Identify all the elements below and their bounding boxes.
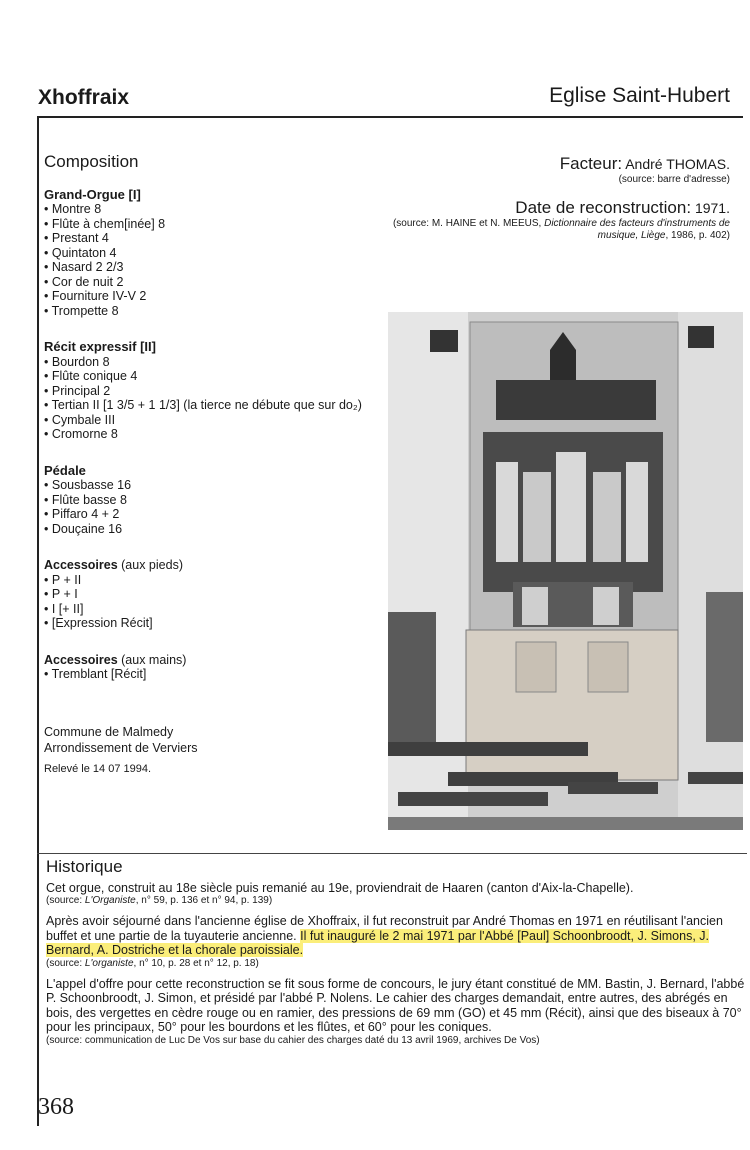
stop-item: • Cromorne 8 — [44, 427, 374, 442]
stop-item: • Piffaro 4 + 2 — [44, 507, 374, 522]
commune: Commune de Malmedy — [44, 724, 174, 739]
date-source-b: , 1986, p. 402) — [665, 230, 730, 241]
highlighted-text: Il fut inauguré le 2 mai 1971 par l'Abbé [Paul] Schoonbroodt, J. Simons, J. Bernard, A. Dostriche et la chorale paroissiale. — [46, 928, 709, 957]
historique-paragraph-3: L'appel d'offre pour cette reconstruction se fit sous forme de concours, le jury étant constitué de MM. Bastin, J. Bernard, l'abbé P. Schoonbroodt, J. Simon, et présidé par l'abbé P. Nolens. Le cahier des charges demandait, entre autres, des abrégés en bois, des vergettes en cèdre rouge ou en ramier, des pressions de 69 mm (GO) et 45 mm (Récit), ainsi que des biseaux à 70° pour les principaux, 50° pour les bourdons et les flûtes, et 60° pour les coniques. — [46, 976, 745, 1034]
stop-item: • Fourniture IV-V 2 — [44, 289, 374, 304]
stop-item: • Cor de nuit 2 — [44, 275, 374, 290]
stop-item: • Douçaine 16 — [44, 522, 374, 537]
accessories-feet-bold: Accessoires — [44, 558, 118, 572]
historique-rule — [37, 853, 747, 854]
accessories-hands-title — [44, 653, 374, 668]
stop-item: • Principal 2 — [44, 384, 374, 399]
source-2-italic: L'organiste — [84, 957, 134, 969]
stop-item: • Bourdon 8 — [44, 355, 374, 370]
date-value: 1971. — [691, 200, 730, 216]
stop-item: • Trompette 8 — [44, 304, 374, 319]
historique-source-3: (source: communication de Luc De Vos sur base du cahier des charges daté du 13 avril 1969, archives De Vos) — [46, 1034, 540, 1046]
info-column — [370, 154, 730, 242]
historique-paragraph-2 — [46, 914, 746, 958]
stop-item: • Sousbasse 16 — [44, 478, 374, 493]
accessory-item: • Tremblant [Récit] — [44, 667, 374, 682]
top-rule — [37, 116, 743, 118]
date-label: Date de reconstruction: — [515, 198, 692, 217]
church-title: Eglise Saint-Hubert — [549, 84, 730, 107]
date-source-italic: Dictionnaire des facteurs d'instruments de musique, Liège — [544, 218, 730, 241]
historique-paragraph-1: Cet orgue, construit au 18e siècle puis remanié au 19e, proviendrait de Haaren (canton d'Aix-la-Chapelle). — [46, 880, 634, 895]
paragraph-2-text: Après avoir séjourné dans l'ancienne église de Xhoffraix, il fut reconstruit par André Thomas en 1971 en réutilisant l'ancien buffet et une partie de la tuyauterie ancienne. — [46, 914, 723, 943]
stop-item: • Quintaton 4 — [44, 246, 374, 261]
source-1-b: , n° 59, p. 136 et n° 94, p. 139) — [135, 895, 273, 906]
source-2-b: , n° 10, p. 28 et n° 12, p. 18) — [133, 957, 259, 969]
accessories-feet-suffix: (aux pieds) — [117, 558, 183, 572]
historique-section — [46, 857, 746, 1054]
facteur-line — [370, 154, 730, 174]
organ-photo — [388, 312, 743, 830]
stop-list-grand-orgue — [44, 202, 374, 318]
accessories-feet-title — [44, 558, 374, 573]
village-title: Xhoffraix — [38, 86, 130, 109]
stop-item: • Prestant 4 — [44, 231, 374, 246]
releve-date: Relevé le 14 07 1994. — [44, 762, 152, 775]
composition-column — [44, 152, 374, 776]
historique-source-2 — [46, 958, 746, 970]
accessories-hands-list — [44, 667, 374, 682]
stop-item: • Flûte conique 4 — [44, 369, 374, 384]
arrondissement: Arrondissement de Verviers — [44, 740, 198, 755]
page-number: 368 — [38, 1094, 74, 1120]
accessory-item: • I [+ II] — [44, 602, 374, 617]
accessories-hands-bold: Accessoires — [44, 652, 118, 667]
division-title-recit: Récit expressif [II] — [44, 339, 156, 354]
historique-source-1 — [46, 895, 746, 907]
facteur-source: (source: barre d'adresse) — [618, 174, 730, 185]
source-1-a: (source: — [46, 895, 85, 906]
organ-photo-drawing — [388, 312, 743, 830]
stop-item: • Nasard 2 2/3 — [44, 260, 374, 275]
date-source — [370, 218, 730, 242]
facteur-label: Facteur: — [559, 154, 623, 173]
stop-item: • Flûte à chem[inée] 8 — [44, 217, 374, 232]
stop-item: • Montre 8 — [44, 202, 374, 217]
left-rule — [37, 116, 39, 1126]
accessories-hands-suffix: (aux mains) — [117, 652, 187, 667]
stop-list-pedale — [44, 478, 374, 536]
accessory-item: • P + I — [44, 587, 374, 602]
accessories-feet-list — [44, 573, 374, 631]
stop-item: • Cymbale III — [44, 413, 374, 428]
commune-block — [44, 724, 374, 756]
division-title-pedale: Pédale — [44, 462, 86, 478]
stop-list-recit — [44, 355, 374, 442]
date-source-a: (source: M. HAINE et N. MEEUS, — [392, 218, 545, 229]
accessory-item: • [Expression Récit] — [44, 616, 374, 631]
historique-title: Historique — [46, 857, 123, 876]
division-title-grand-orgue: Grand-Orgue [I] — [44, 186, 141, 202]
date-line — [370, 198, 730, 218]
accessory-item: • P + II — [44, 573, 374, 588]
source-1-italic: L'Organiste — [84, 895, 136, 906]
composition-title: Composition — [44, 152, 139, 171]
stop-item: • Tertian II [1 3/5 + 1 1/3] (la tierce ne débute que sur do₂) — [44, 398, 374, 413]
facteur-value: André THOMAS. — [622, 156, 730, 172]
source-2-a: (source: — [46, 957, 85, 969]
stop-item: • Flûte basse 8 — [44, 493, 374, 508]
